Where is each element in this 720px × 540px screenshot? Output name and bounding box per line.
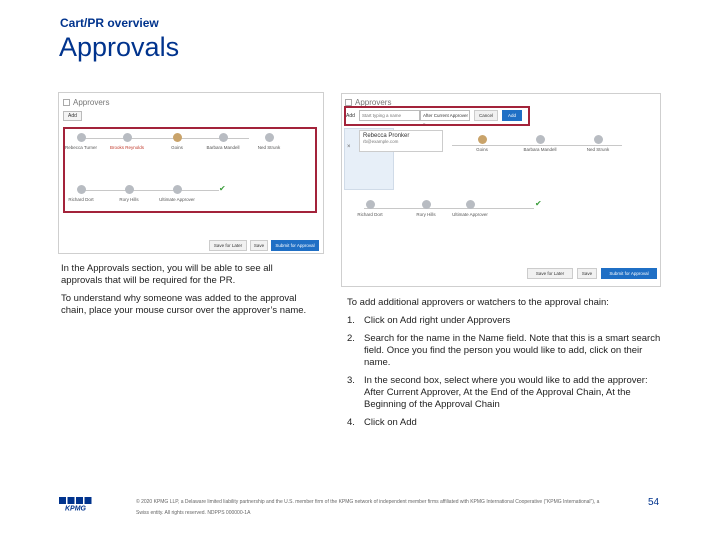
step-text: Click on Add bbox=[364, 417, 417, 428]
step-text: Click on Add right under Approvers bbox=[364, 315, 511, 326]
page-title: Approvals bbox=[59, 32, 180, 62]
submit-for-approval-button[interactable]: Submit for Approval bbox=[271, 240, 319, 251]
step-item bbox=[347, 315, 667, 327]
save-button[interactable]: Save bbox=[577, 268, 597, 279]
hover-instruction: To understand why someone was added to the approval chain, place your mouse cursor over the approver’s name. bbox=[61, 293, 307, 316]
highlight-box bbox=[63, 127, 317, 213]
approver-name: Brooks Reynolds bbox=[109, 145, 145, 150]
logo-text: KPMG bbox=[65, 505, 86, 511]
approver-name: Rory Hills bbox=[416, 212, 436, 217]
result-name: Rebecca Pronker bbox=[363, 133, 410, 139]
approver-node[interactable] bbox=[578, 135, 618, 152]
highlight-box bbox=[344, 106, 530, 126]
legal-footer: © 2020 KPMG LLP, a Delaware limited liability partnership and the U.S. member firm of the KPMG network of independent member firms affiliated with KPMG International Cooperative (“KPMG International”), a Swiss entity. All rights reserved. NDPPS 000000-1A bbox=[136, 499, 600, 516]
step-text: Search for the name in the Name field. Note that this is a smart search field. Once you find the person you would like to add, click on their name. bbox=[364, 333, 661, 368]
approver-name: Richard Dort bbox=[357, 212, 383, 217]
submit-for-approval-button[interactable]: Submit for Approval bbox=[601, 268, 657, 279]
approver-node[interactable] bbox=[462, 135, 502, 152]
save-for-later-button[interactable]: Save for Later bbox=[527, 268, 573, 279]
step-number: 3. bbox=[347, 375, 355, 386]
right-approvals-screenshot bbox=[341, 93, 661, 287]
approver-node[interactable] bbox=[350, 200, 390, 217]
step-text: In the second box, select where you would like to add the approver: After Current Approver, At the End of the Approval Chain, At the Beginning of the Approval Chain bbox=[364, 375, 648, 410]
approvals-description: In the Approvals section, you will be able to see all approvals that will be required for the PR. bbox=[61, 263, 273, 286]
close-icon[interactable]: × bbox=[347, 144, 351, 150]
check-icon: ✔ bbox=[535, 199, 542, 208]
kpmg-logo bbox=[59, 497, 93, 511]
save-button[interactable]: Save bbox=[250, 240, 268, 251]
avatar-icon bbox=[466, 200, 475, 209]
step-number: 1. bbox=[347, 315, 355, 326]
search-result-item[interactable] bbox=[359, 130, 443, 152]
avatar-icon bbox=[478, 135, 487, 144]
avatar-icon bbox=[594, 135, 603, 144]
approver-name: Ultimate Approver bbox=[159, 197, 195, 202]
position-select[interactable]: After Current Approver ▾ bbox=[420, 110, 470, 121]
section-subtitle: Cart/PR overview bbox=[60, 16, 159, 30]
check-icon: ✔ bbox=[219, 184, 226, 193]
approver-name: Ultimate Approver bbox=[452, 212, 488, 217]
approver-node[interactable] bbox=[406, 200, 446, 217]
cancel-button[interactable]: Cancel bbox=[474, 110, 498, 121]
approver-name: Barbara Mandell bbox=[523, 147, 557, 152]
page-number: 54 bbox=[648, 497, 660, 508]
position-select-value: After Current Approver bbox=[423, 113, 469, 118]
step-item bbox=[347, 417, 667, 429]
approver-name: Barbara Mandell bbox=[206, 145, 240, 150]
step-number: 4. bbox=[347, 417, 355, 428]
step-item bbox=[347, 375, 667, 411]
approver-name: Ned Strunk bbox=[586, 147, 610, 152]
approver-name: Goins bbox=[476, 147, 488, 152]
step-item bbox=[347, 333, 667, 369]
collapse-checkbox-icon[interactable] bbox=[345, 99, 352, 106]
left-panel-title: Approvers bbox=[73, 98, 110, 107]
collapse-checkbox-icon[interactable] bbox=[63, 99, 70, 106]
approver-name: Rebecca Turner bbox=[64, 145, 98, 150]
add-approvers-intro: To add additional approvers or watchers to the approval chain: bbox=[347, 297, 609, 308]
left-add-button[interactable]: Add bbox=[63, 111, 82, 121]
left-approvals-screenshot bbox=[58, 92, 324, 254]
approver-name: Rory Hills bbox=[119, 197, 139, 202]
add-button[interactable]: Add bbox=[502, 110, 522, 121]
avatar-icon bbox=[366, 200, 375, 209]
step-number: 2. bbox=[347, 333, 355, 344]
approver-name: Ned Strunk bbox=[257, 145, 281, 150]
avatar-icon bbox=[422, 200, 431, 209]
approver-node[interactable] bbox=[520, 135, 560, 152]
approver-node[interactable] bbox=[450, 200, 490, 217]
add-field-label: Add bbox=[346, 113, 355, 119]
approver-name: Richard Dort bbox=[68, 197, 94, 202]
approver-name: Goins bbox=[171, 145, 183, 150]
right-panel-title: Approvers bbox=[355, 98, 392, 107]
avatar-icon bbox=[536, 135, 545, 144]
save-for-later-button[interactable]: Save for Later bbox=[209, 240, 247, 251]
left-panel-header bbox=[63, 98, 109, 107]
result-email: rb@example.com bbox=[363, 139, 399, 144]
